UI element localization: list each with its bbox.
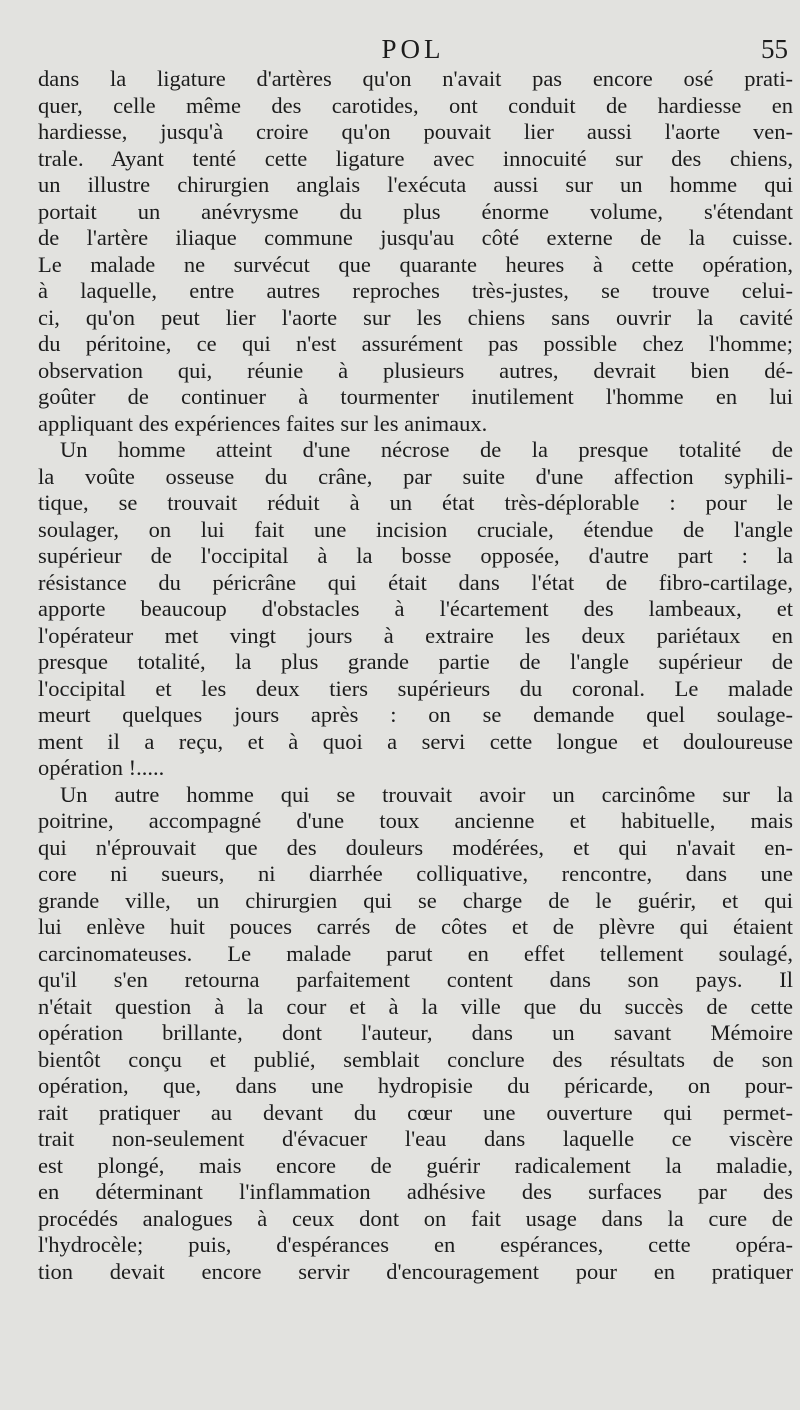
text-line: en déterminant l'inflammation adhésive des surfaces par des bbox=[38, 1179, 793, 1204]
text-line: observation qui, réunie à plusieurs autres, devrait bien dé- bbox=[38, 357, 793, 383]
text-line: portait un anévrysme du plus énorme volume, s'étendant bbox=[38, 198, 793, 224]
text-line: l'opérateur met vingt jours à extraire les deux pariétaux en bbox=[38, 622, 793, 648]
text-line: qu'il s'en retourna parfaitement content dans son pays. Il bbox=[38, 967, 793, 992]
text-line: l'hydrocèle; puis, d'espérances en espérances, cette opéra- bbox=[38, 1232, 793, 1257]
text-line: tique, se trouvait réduit à un état très-déplorable : pour le bbox=[38, 490, 793, 515]
text-line: l'occipital et les deux tiers supérieurs du coronal. Le malade bbox=[38, 675, 793, 701]
text-line: lui enlève huit pouces carrés de côtes et de plèvre qui étaient bbox=[38, 914, 793, 939]
text-line: trait non-seulement d'évacuer l'eau dans laquelle ce viscère bbox=[38, 1126, 793, 1151]
text-line: supérieur de l'occipital à la bosse opposée, d'autre part : la bbox=[38, 543, 793, 568]
text-line: opération !..... bbox=[38, 755, 165, 780]
paragraph-first-line: Un autre homme qui se trouvait avoir un carcinôme sur la bbox=[60, 781, 793, 807]
text-line: rait pratiquer au devant du cœur une ouverture qui permet- bbox=[38, 1099, 793, 1125]
text-line: soulager, on lui fait une incision cruciale, étendue de l'angle bbox=[38, 516, 793, 542]
text-line: opération brillante, dont l'auteur, dans un savant Mémoire bbox=[38, 1020, 793, 1045]
text-line: meurt quelques jours après : on se demande quel soulage- bbox=[38, 702, 793, 727]
text-line: ment il a reçu, et à quoi a servi cette longue et douloureuse bbox=[38, 728, 793, 754]
text-line: tion devait encore servir d'encouragement pour en pratiquer bbox=[38, 1258, 793, 1284]
text-line: hardiesse, jusqu'à croire qu'on pouvait lier aussi l'aorte ven- bbox=[38, 119, 793, 144]
text-line: un illustre chirurgien anglais l'exécuta aussi sur un homme qui bbox=[38, 172, 793, 197]
text-line: à laquelle, entre autres reproches très-justes, se trouve celui- bbox=[38, 278, 793, 303]
text-line: procédés analogues à ceux dont on fait usage dans la cure de bbox=[38, 1205, 793, 1231]
text-line: trale. Ayant tenté cette ligature avec innocuité sur des chiens, bbox=[38, 145, 793, 171]
running-head: POL bbox=[381, 34, 445, 64]
text-line: la voûte osseuse du crâne, par suite d'une affection syphili- bbox=[38, 463, 793, 489]
text-line: du péritoine, ce qui n'est assurément pas possible chez l'homme; bbox=[38, 331, 793, 356]
text-line: carcinomateuses. Le malade parut en effet tellement soulagé, bbox=[38, 940, 793, 966]
text-line: qui n'éprouvait que des douleurs modérées, et qui n'avait en- bbox=[38, 834, 793, 860]
text-line: bientôt conçu et publié, semblait conclure des résultats de son bbox=[38, 1046, 793, 1072]
text-line: grande ville, un chirurgien qui se charge de le guérir, et qui bbox=[38, 887, 793, 913]
page-header bbox=[38, 34, 788, 70]
page-number: 55 bbox=[761, 34, 788, 64]
text-line: n'était question à la cour et à la ville que du succès de cette bbox=[38, 993, 793, 1019]
text-line: est plongé, mais encore de guérir radicalement la maladie, bbox=[38, 1152, 793, 1178]
text-line: quer, celle même des carotides, ont conduit de hardiesse en bbox=[38, 92, 793, 118]
text-line: appliquant des expériences faites sur les animaux. bbox=[38, 410, 488, 436]
text-line: Le malade ne survécut que quarante heures à cette opération, bbox=[38, 251, 793, 277]
text-line: presque totalité, la plus grande partie de l'angle supérieur de bbox=[38, 649, 793, 674]
text-line: opération, que, dans une hydropisie du péricarde, on pour- bbox=[38, 1073, 793, 1098]
text-line: apporte beaucoup d'obstacles à l'écartement des lambeaux, et bbox=[38, 596, 793, 621]
text-line: dans la ligature d'artères qu'on n'avait pas encore osé prati- bbox=[38, 66, 793, 91]
text-line: résistance du péricrâne qui était dans l'état de fibro-cartilage, bbox=[38, 569, 793, 595]
paragraph-first-line: Un homme atteint d'une nécrose de la presque totalité de bbox=[60, 437, 793, 462]
text-line: goûter de continuer à tourmenter inutilement l'homme en lui bbox=[38, 384, 793, 409]
text-line: de l'artère iliaque commune jusqu'au côté externe de la cuisse. bbox=[38, 225, 793, 250]
body-text bbox=[38, 66, 793, 1285]
text-line: ci, qu'on peut lier l'aorte sur les chiens sans ouvrir la cavité bbox=[38, 304, 793, 330]
text-line: core ni sueurs, ni diarrhée colliquative, rencontre, dans une bbox=[38, 861, 793, 886]
text-line: poitrine, accompagné d'une toux ancienne et habituelle, mais bbox=[38, 808, 793, 833]
